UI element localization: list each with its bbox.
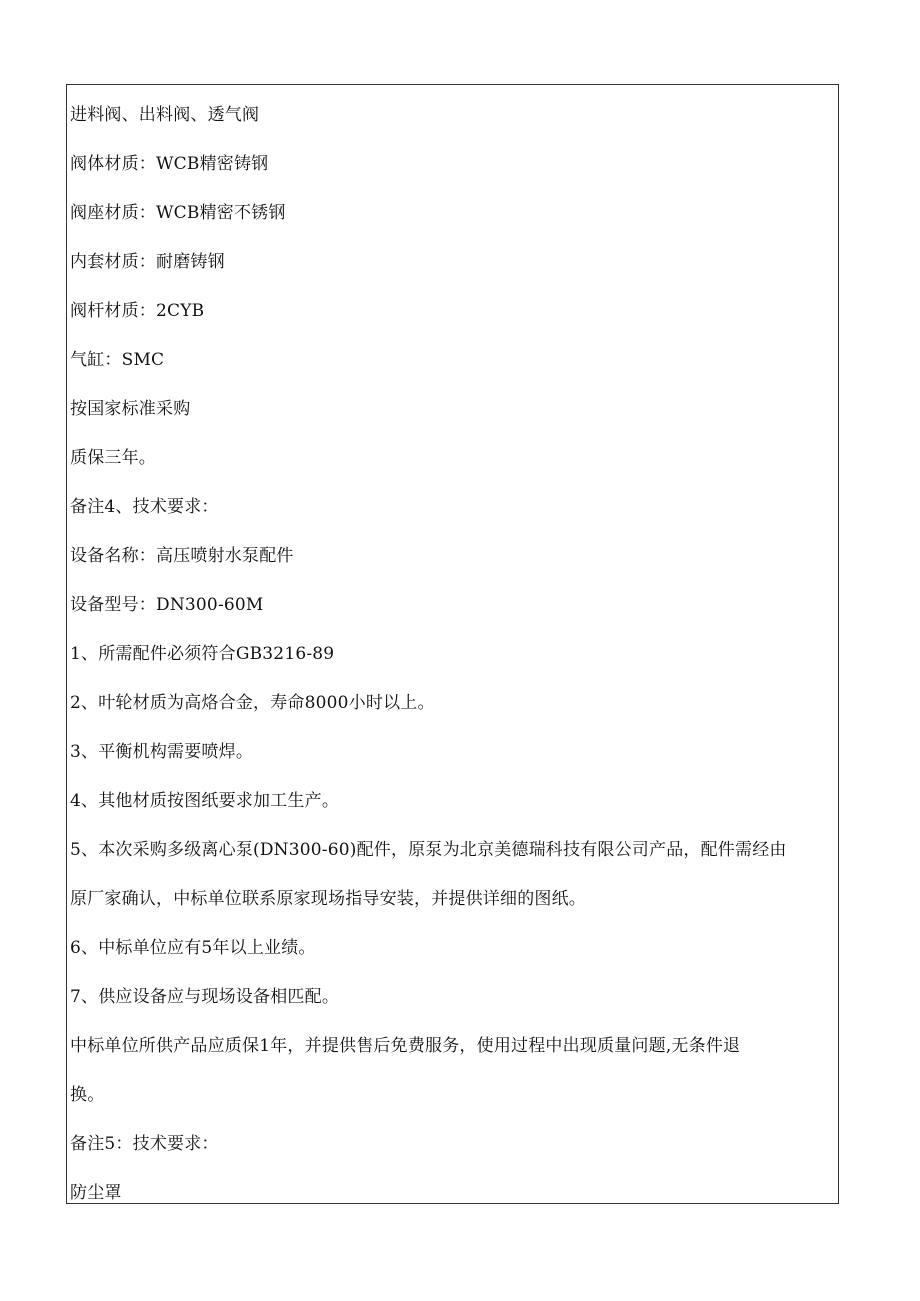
- text-line-1: 进料阀、出料阀、透气阀: [70, 105, 260, 125]
- text-line-19: 7、供应设备应与现场设备相匹配。: [70, 987, 340, 1007]
- text-line-10: 设备名称：高压喷射水泵配件: [70, 546, 294, 566]
- text-line-4: 内套材质：耐磨铸钢: [70, 252, 225, 272]
- text-line-2: 阀体材质：WCB精密铸钢: [70, 154, 269, 174]
- text-line-5: 阀杆材质：2CYB: [70, 301, 205, 321]
- text-line-22: 备注5：技术要求：: [70, 1134, 219, 1154]
- text-line-16: 5、本次采购多级离心泵(DN300-60)配件，原泵为北京美德瑞科技有限公司产品，配件需经由: [70, 840, 787, 860]
- text-line-7: 按国家标准采购: [70, 399, 191, 419]
- text-line-21: 换。: [70, 1085, 105, 1105]
- text-line-9: 备注4、技术要求：: [70, 497, 219, 517]
- text-line-6: 气缸：SMC: [70, 350, 165, 370]
- text-line-18: 6、中标单位应有5年以上业绩。: [70, 938, 316, 958]
- text-line-8: 质保三年。: [70, 448, 156, 468]
- text-line-3: 阀座材质：WCB精密不锈钢: [70, 203, 286, 223]
- text-line-23: 防尘罩: [70, 1183, 122, 1203]
- text-line-12: 1、所需配件必须符合GB3216-89: [70, 644, 335, 664]
- text-line-15: 4、其他材质按图纸要求加工生产。: [70, 791, 340, 811]
- text-line-14: 3、平衡机构需要喷焊。: [70, 742, 254, 762]
- text-line-13: 2、叶轮材质为高烙合金，寿命8000小时以上。: [70, 693, 435, 713]
- text-line-20: 中标单位所供产品应质保1年，并提供售后免费服务，使用过程中出现质量问题,无条件退: [70, 1036, 741, 1056]
- text-line-11: 设备型号：DN300-60M: [70, 595, 264, 615]
- text-line-17: 原厂家确认，中标单位联系原家现场指导安装，并提供详细的图纸。: [70, 889, 586, 909]
